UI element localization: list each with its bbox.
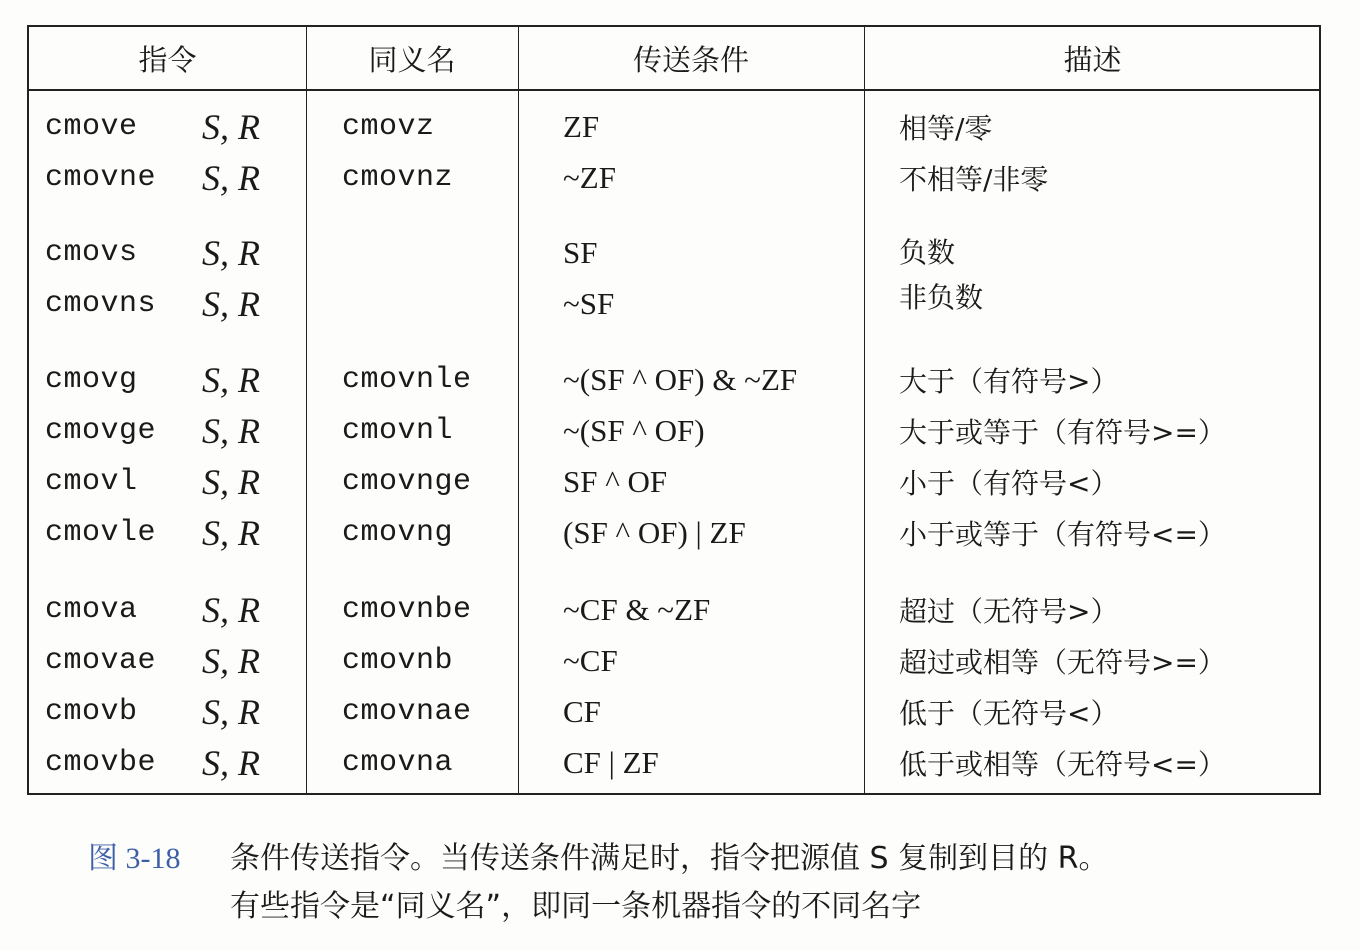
condition-cell: SF [563,235,598,270]
table-row [29,457,1319,507]
instruction-cell: cmove [45,110,138,144]
condition-cell: (SF ^ OF) | ZF [563,515,746,550]
instruction-cell: cmovl [45,465,138,499]
synonym-cell: cmovna [342,746,454,780]
description-cell: 低于（无符号<） [899,697,1119,730]
instruction-cell: cmovne [45,161,157,195]
operands-cell: S, R [202,692,260,732]
condition-cell: CF [563,694,601,729]
synonym-cell: cmovnl [342,414,454,448]
table-row [29,738,1319,788]
synonym-cell: cmovnb [342,644,454,678]
description-cell: 大于或等于（有符号>=） [899,416,1226,449]
condition-cell: ~SF [563,286,615,321]
table-row [29,585,1319,635]
operands-cell: S, R [202,590,260,630]
condition-cell: SF ^ OF [563,464,668,499]
instruction-cell: cmova [45,593,138,627]
description-cell: 小于或等于（有符号<=） [899,518,1226,551]
header-description: 描述 [1063,42,1122,77]
instruction-cell: cmovb [45,695,138,729]
synonym-cell: cmovz [342,110,435,144]
condition-cell: ~(SF ^ OF) [563,413,705,448]
header-instruction: 指令 [138,42,197,77]
operands-cell: S, R [202,107,260,147]
condition-cell: ZF [563,109,600,144]
conditional-move-table [27,25,1321,795]
table-header [29,27,1319,91]
operands-cell: S, R [202,158,260,198]
table-row [29,153,1319,203]
synonym-cell: cmovnz [342,161,454,195]
condition-cell: ~(SF ^ OF) & ~ZF [563,362,798,397]
caption-line-1: 条件传送指令。当传送条件满足时，指令把源值 S 复制到目的 R。 [230,841,1109,876]
operands-cell: S, R [202,462,260,502]
operands-cell: S, R [202,743,260,783]
synonym-cell: cmovnbe [342,593,472,627]
synonym-cell: cmovnge [342,465,472,499]
figure-caption [88,835,1109,931]
table-row [29,228,1319,278]
synonym-cell: cmovng [342,516,454,550]
operands-cell: S, R [202,360,260,400]
instruction-cell: cmovns [45,287,157,321]
table-row [29,636,1319,686]
condition-cell: ~CF & ~ZF [563,592,711,627]
description-cell: 超过或相等（无符号>=） [899,646,1226,679]
instruction-cell: cmovge [45,414,157,448]
instruction-cell: cmovg [45,363,138,397]
condition-cell: ~ZF [563,160,616,195]
figure-label: 图 3-18 [88,842,181,875]
description-cell: 非负数 [899,281,984,314]
instruction-cell: cmovbe [45,746,157,780]
description-cell: 负数 [899,236,956,269]
description-cell: 低于或相等（无符号<=） [899,748,1226,781]
synonym-cell: cmovnle [342,363,472,397]
header-synonym: 同义名 [368,42,456,77]
table-row [29,508,1319,558]
condition-cell: CF | ZF [563,745,659,780]
description-cell: 相等/零 [899,112,993,145]
description-cell: 不相等/非零 [899,163,1049,196]
table-row [29,406,1319,456]
description-cell: 小于（有符号<） [899,467,1119,500]
operands-cell: S, R [202,513,260,553]
caption-line-2: 有些指令是“同义名”，即同一条机器指令的不同名字 [230,889,922,924]
operands-cell: S, R [202,411,260,451]
instruction-cell: cmovle [45,516,157,550]
operands-cell: S, R [202,233,260,273]
operands-cell: S, R [202,284,260,324]
description-cell: 大于（有符号>） [899,365,1119,398]
table-row [29,279,1319,329]
table-row [29,102,1319,152]
operands-cell: S, R [202,641,260,681]
table-row [29,687,1319,737]
instruction-cell: cmovae [45,644,157,678]
header-condition: 传送条件 [632,42,749,77]
synonym-cell: cmovnae [342,695,472,729]
description-cell: 超过（无符号>） [899,595,1119,628]
table-row [29,355,1319,405]
condition-cell: ~CF [563,643,618,678]
instruction-cell: cmovs [45,236,138,270]
